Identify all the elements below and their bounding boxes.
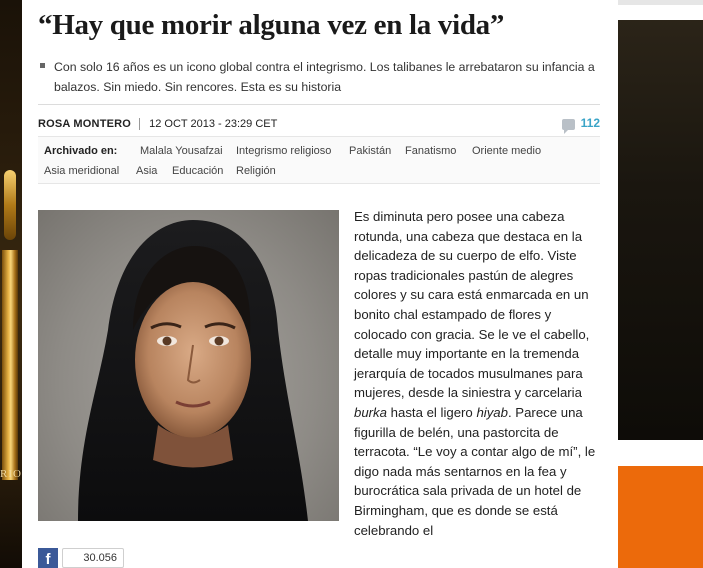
tag-link[interactable]: Asia meridional <box>44 165 120 177</box>
tag-link[interactable]: Oriente medio <box>472 145 542 157</box>
portrait-illustration <box>38 210 339 521</box>
article-summary: Con solo 16 años es un icono global contra el integrismo. Los talibanes le arrebataron su infancia a balazos. Sin miedo. Sin rencores. Esta es su historia <box>54 60 595 94</box>
tag-link[interactable]: Malala Yousafzai <box>140 145 223 157</box>
author-link[interactable]: ROSA MONTERO <box>38 118 140 130</box>
tags-box <box>38 136 600 184</box>
right-ad-orange-block[interactable] <box>618 466 703 568</box>
publish-date: 12 OCT 2013 - 23:29 CET <box>149 118 278 130</box>
byline <box>38 118 277 130</box>
ad-gold-bottle <box>2 250 18 480</box>
article-body <box>354 207 600 540</box>
facebook-icon[interactable]: f <box>38 548 58 568</box>
article-headline: “Hay que morir alguna vez en la vida” <box>38 9 505 41</box>
body-text-part: hasta el ligero <box>387 404 477 420</box>
body-emphasis: burka <box>354 404 387 420</box>
tags-label: Archivado en: <box>44 145 118 157</box>
byline-divider <box>38 104 600 105</box>
right-top-divider <box>618 0 703 5</box>
social-share-bar <box>38 548 124 568</box>
ad-gold-bottle-top <box>4 170 16 240</box>
facebook-share-count: 30.056 <box>62 548 124 568</box>
body-text-part: Es diminuta pero posee una cabeza rotunda, una cabeza que destaca en la delicadeza de su cuerpo de elfo. Viste ropas tradicionales pastún de alegres colores y su cara está enmarcada en un bonito chal estampado de flores y colocado con gracia. Se le ve el cabello, detalle muy importante en la tremenda jerarquía de tocados musulmanes para mujeres, desde la siniestra y carcelaria <box>354 209 590 401</box>
tag-link[interactable]: Asia <box>136 165 158 177</box>
ad-text: RIO <box>0 468 22 480</box>
article-photo[interactable] <box>38 210 339 521</box>
tag-link[interactable]: Educación <box>172 165 224 177</box>
tag-link[interactable]: Integrismo religioso <box>236 145 332 157</box>
summary-bullet-icon <box>40 63 45 68</box>
body-text-part: . Parece una figurilla de belén, una pastorcita de terracota. “Le voy a contar algo de mí”, le digo nada más sentarnos en la fea y burocrática sala privada de un hotel de Birmingham, que es donde se está celebrando el <box>354 404 596 538</box>
tag-link[interactable]: Pakistán <box>349 145 392 157</box>
tag-link[interactable]: Fanatismo <box>405 145 457 157</box>
comments-count[interactable]: 112 <box>580 116 600 130</box>
right-ad-image[interactable] <box>618 20 703 440</box>
body-emphasis: hiyab <box>476 404 508 420</box>
left-ad-banner[interactable] <box>0 0 22 568</box>
comment-bubble-icon <box>562 119 575 130</box>
comments-link[interactable] <box>562 116 600 130</box>
tag-link[interactable]: Religión <box>236 165 276 177</box>
